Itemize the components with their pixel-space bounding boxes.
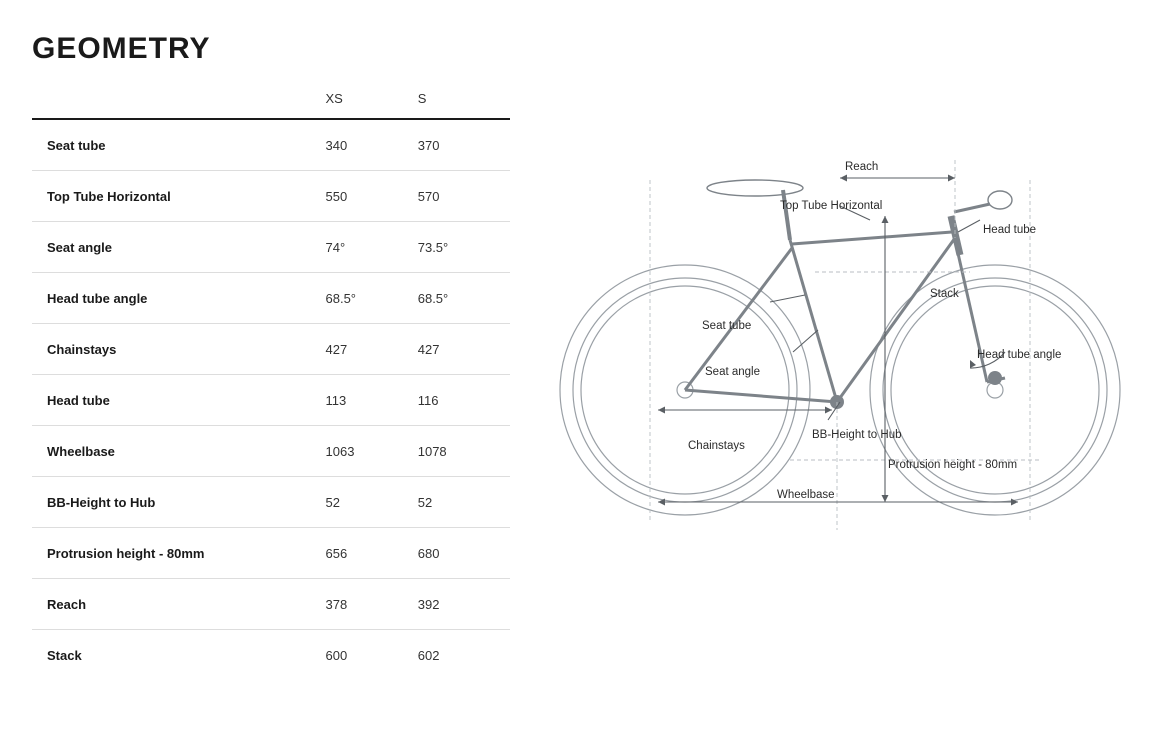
head-tube-shape bbox=[951, 216, 960, 255]
table-row bbox=[32, 630, 510, 681]
column-header-measure bbox=[32, 85, 326, 119]
down-tube-shape bbox=[837, 238, 955, 402]
measurement-lines bbox=[650, 160, 1040, 530]
row-value-s: 116 bbox=[418, 375, 510, 426]
geometry-table bbox=[32, 85, 510, 680]
row-value-s: 68.5° bbox=[418, 273, 510, 324]
table-row bbox=[32, 222, 510, 273]
chainstays-arrow-head-right bbox=[825, 407, 832, 414]
page-title: GEOMETRY bbox=[32, 32, 211, 65]
stack-arrow-head-bottom bbox=[882, 495, 889, 502]
row-value-xs: 113 bbox=[326, 375, 418, 426]
row-label: Head tube angle bbox=[32, 273, 326, 324]
front-dropout-node bbox=[988, 371, 1002, 385]
reach-arrow-head-left bbox=[840, 175, 847, 182]
row-label: Head tube bbox=[32, 375, 326, 426]
row-label: Chainstays bbox=[32, 324, 326, 375]
column-header-xs: XS bbox=[325, 91, 343, 106]
row-value-s: 427 bbox=[418, 324, 510, 375]
column-header-s: S bbox=[417, 91, 427, 106]
label-protrusion-height: Protrusion height - 80mm bbox=[888, 459, 1018, 471]
table-header bbox=[32, 85, 510, 119]
row-value-xs: 427 bbox=[326, 324, 418, 375]
saddle-shape bbox=[707, 180, 803, 196]
row-label: Stack bbox=[47, 648, 82, 663]
chainstay-shape bbox=[685, 390, 837, 402]
label-head-tube-angle: Head tube angle bbox=[977, 349, 1062, 361]
head-tube-angle-arrow-head bbox=[970, 360, 976, 368]
label-head-tube: Head tube bbox=[983, 224, 1037, 236]
table-row bbox=[32, 171, 510, 222]
row-value-s: 73.5° bbox=[418, 222, 510, 273]
row-label: Wheelbase bbox=[32, 426, 326, 477]
row-value-s: 570 bbox=[418, 171, 510, 222]
table-row bbox=[32, 273, 510, 324]
row-value-xs: 52 bbox=[326, 477, 418, 528]
stem-shape bbox=[954, 204, 990, 212]
handlebar-shape bbox=[988, 191, 1012, 209]
table-row bbox=[32, 579, 510, 630]
row-value-s: 680 bbox=[418, 528, 510, 579]
table-row bbox=[32, 477, 510, 528]
label-chainstays: Chainstays bbox=[688, 440, 745, 452]
label-top-tube-horizontal: Top Tube Horizontal bbox=[780, 200, 883, 212]
row-label: BB-Height to Hub bbox=[32, 477, 326, 528]
row-value-xs: 378 bbox=[326, 579, 418, 630]
table-row bbox=[32, 528, 510, 579]
bike-frame-illustration bbox=[560, 265, 1120, 515]
row-value-xs: 340 bbox=[326, 119, 418, 171]
row-value-s: 392 bbox=[418, 579, 510, 630]
row-value-s: 52 bbox=[418, 477, 510, 528]
table-row bbox=[32, 119, 510, 171]
dimension-arrows bbox=[658, 175, 1018, 506]
row-value-xs: 68.5° bbox=[326, 273, 418, 324]
row-label: Protrusion height - 80mm bbox=[32, 528, 326, 579]
seat-post-shape bbox=[783, 190, 790, 240]
row-value-xs: 550 bbox=[326, 171, 418, 222]
head-tube-pointer bbox=[958, 220, 980, 232]
row-value-s: 370 bbox=[418, 119, 510, 171]
label-seat-tube: Seat tube bbox=[702, 320, 752, 332]
chainstays-arrow-head-left bbox=[658, 407, 665, 414]
table-body bbox=[32, 119, 510, 680]
label-wheelbase: Wheelbase bbox=[777, 489, 835, 501]
label-seat-angle: Seat angle bbox=[705, 366, 760, 378]
table-row bbox=[32, 324, 510, 375]
table-row bbox=[32, 375, 510, 426]
row-label: Seat angle bbox=[32, 222, 326, 273]
label-reach: Reach bbox=[845, 161, 879, 173]
table-header-row bbox=[32, 85, 510, 119]
diagram-labels bbox=[688, 161, 1061, 501]
bike-geometry-diagram bbox=[540, 120, 1160, 540]
row-label: Seat tube bbox=[32, 119, 326, 171]
row-value-s: 1078 bbox=[418, 426, 510, 477]
row-value-xs: 656 bbox=[326, 528, 418, 579]
row-value-xs: 1063 bbox=[326, 426, 418, 477]
label-bb-height-to-hub: BB-Height to Hub bbox=[812, 429, 902, 441]
table-row bbox=[32, 426, 510, 477]
row-value-xs: 600 bbox=[325, 648, 348, 663]
row-label: Top Tube Horizontal bbox=[32, 171, 326, 222]
seat-tube-pointer bbox=[770, 295, 805, 302]
stack-arrow-head-top bbox=[882, 216, 889, 223]
top-tube-shape bbox=[792, 232, 952, 244]
row-value-s: 602 bbox=[417, 648, 440, 663]
row-value-xs: 74° bbox=[326, 222, 418, 273]
seat-tube-shape bbox=[790, 240, 837, 402]
label-stack: Stack bbox=[930, 288, 959, 300]
row-label: Reach bbox=[32, 579, 326, 630]
reach-arrow-head-right bbox=[948, 175, 955, 182]
